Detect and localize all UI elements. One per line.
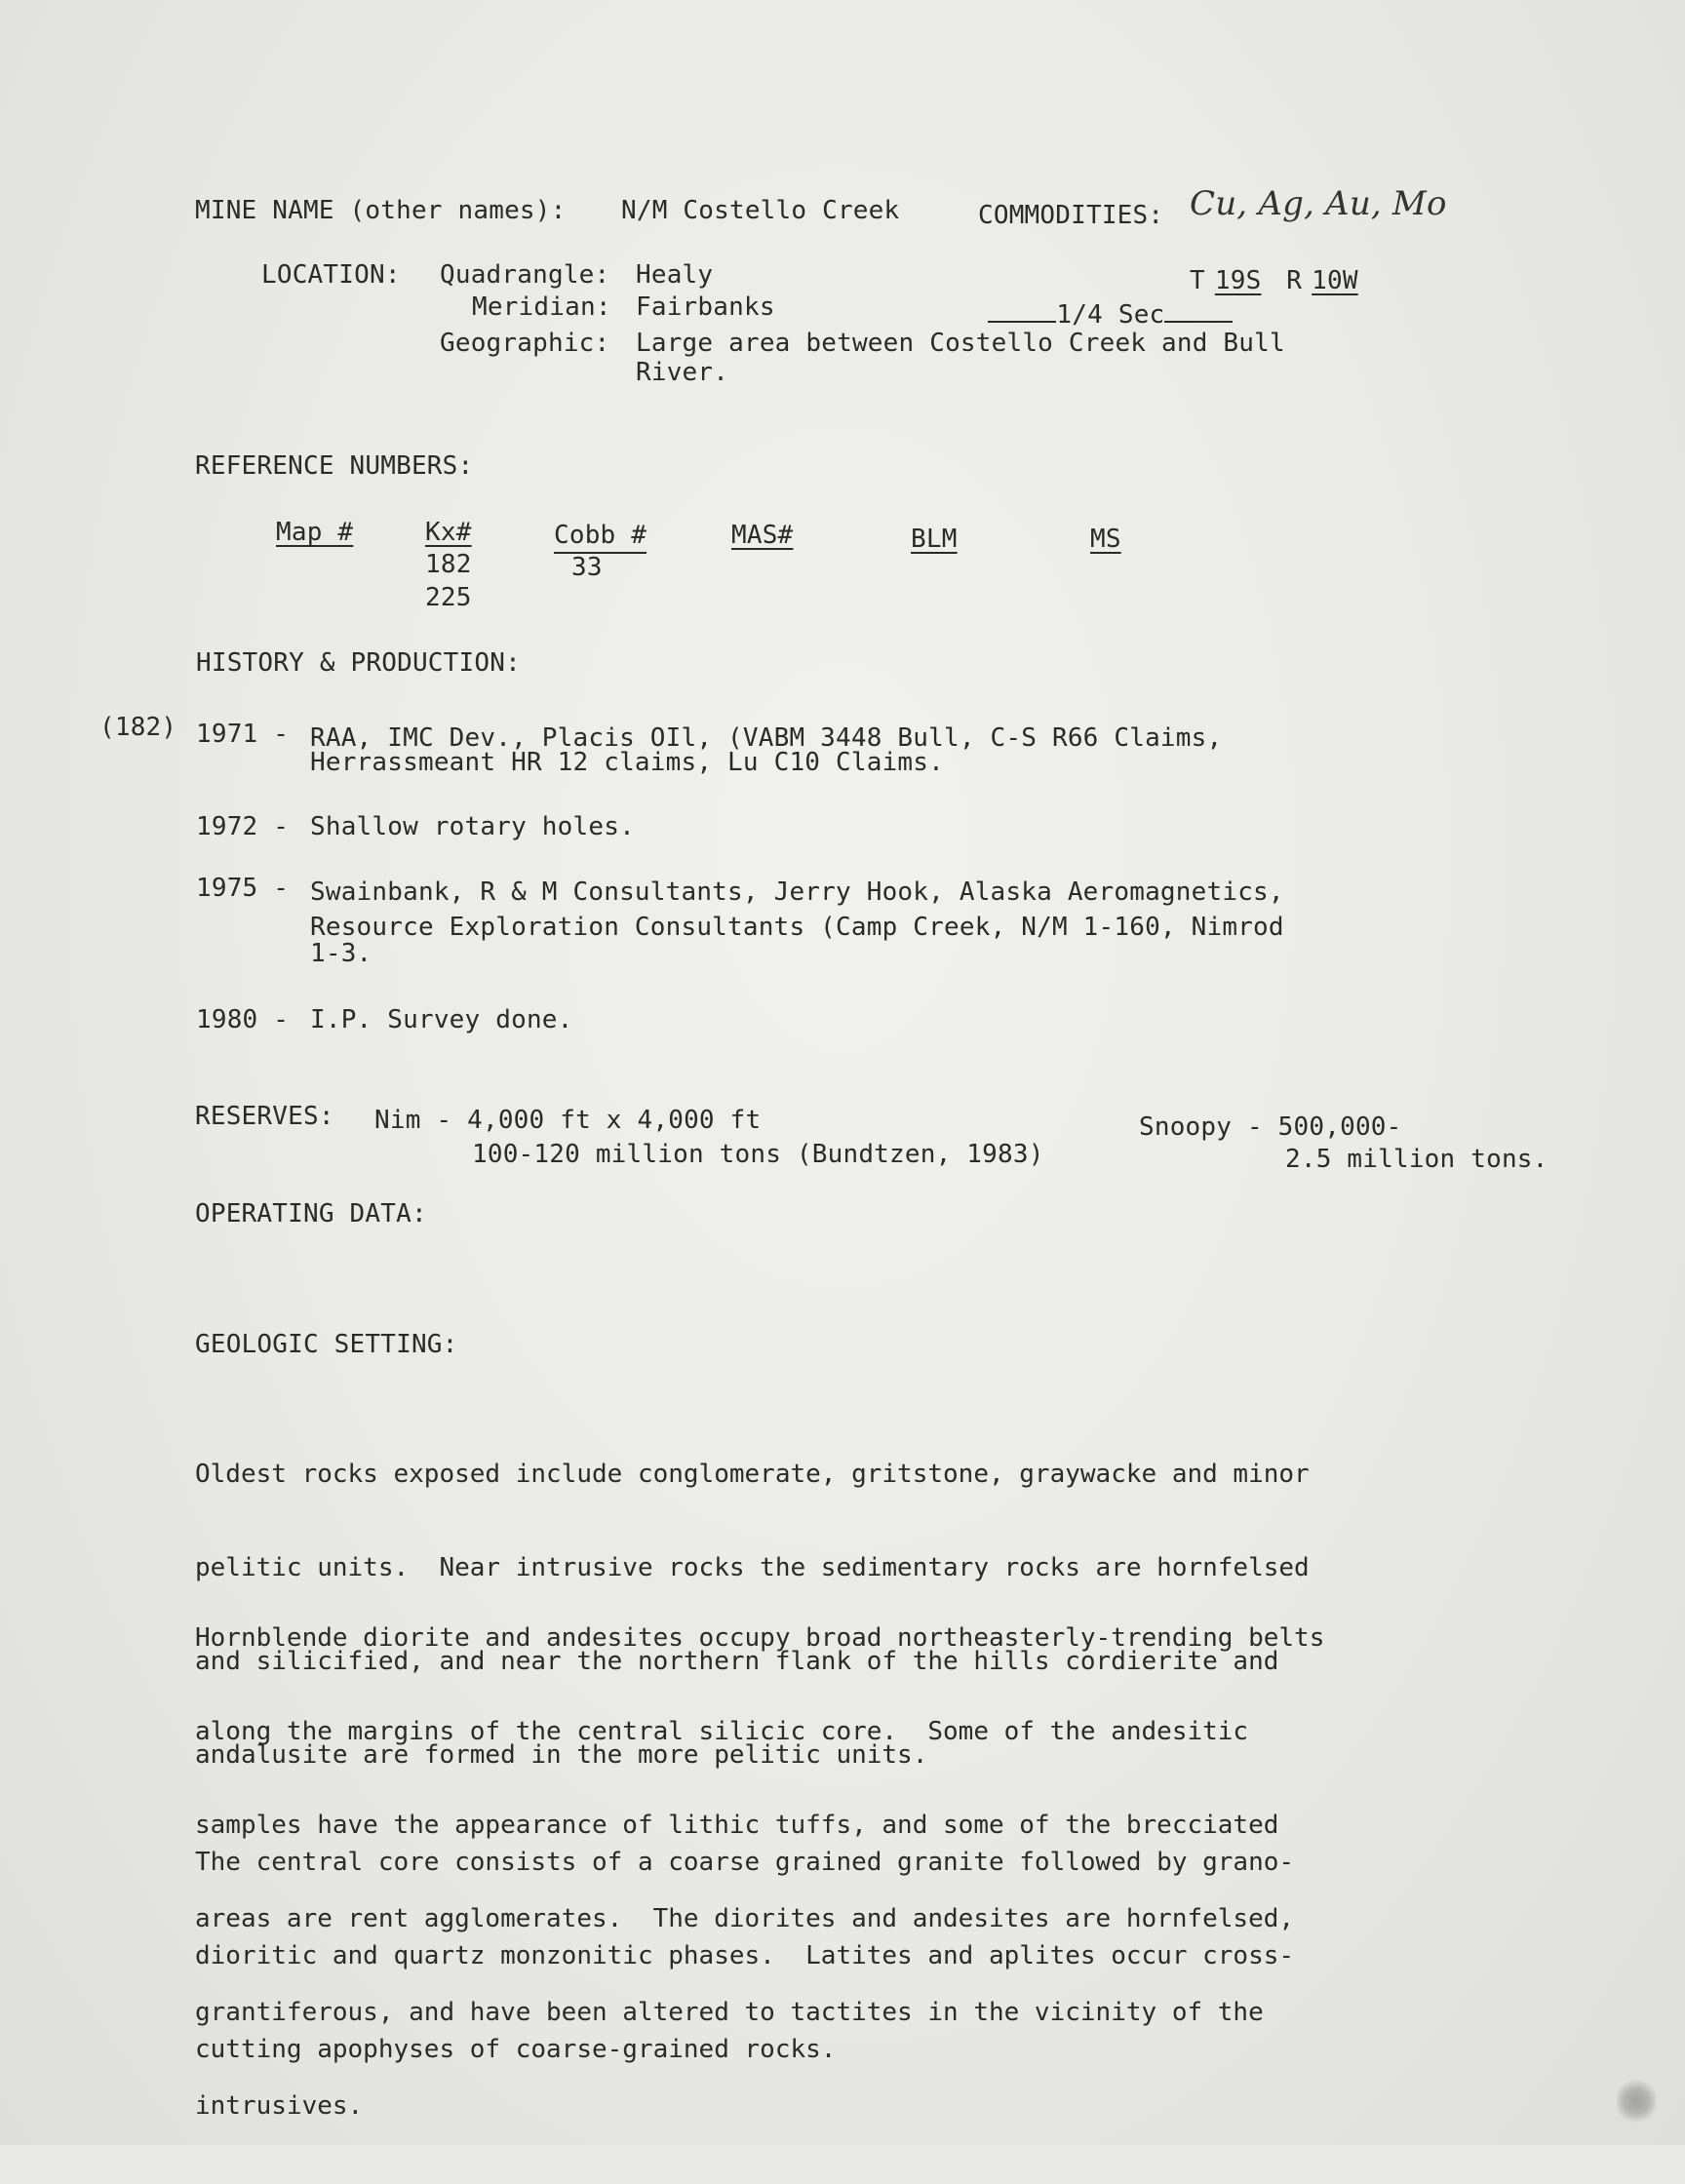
para1-line: andalusite are formed in the more pelitic units. xyxy=(195,1740,928,1770)
quadrangle-value: Healy xyxy=(636,260,714,290)
reserves-nim-line-2: 100-120 million tons (Bundtzen, 1983) xyxy=(472,1140,1044,1169)
para3-line: cutting apophyses of coarse-grained rocks. xyxy=(195,2035,837,2064)
quadrangle-label: Quadrangle: xyxy=(440,260,610,290)
commodities-handwritten: Cu, Ag, Au, Mo xyxy=(1190,184,1447,223)
quarter-section xyxy=(926,265,1233,364)
range-label: R xyxy=(1286,266,1303,295)
para1-line: Oldest rocks exposed include conglomerate, gritstone, graywacke and minor xyxy=(195,1460,1310,1489)
township-range xyxy=(1190,265,1368,297)
operating-data-label: OPERATING DATA: xyxy=(195,1199,427,1228)
reserves-snoopy-line-1: Snoopy - 500,000- xyxy=(1139,1112,1402,1142)
para3-line: dioritic and quartz monzonitic phases. Latites and aplites occur cross- xyxy=(195,1941,1295,1970)
history-1971-line-2: Herrassmeant HR 12 claims, Lu C10 Claims. xyxy=(310,748,944,777)
ref-col-map: Map # xyxy=(276,518,354,547)
history-year-1972: 1972 - xyxy=(196,812,290,841)
reserves-nim-line-1: Nim - 4,000 ft x 4,000 ft xyxy=(374,1106,762,1135)
geographic-line-2: River. xyxy=(636,358,729,387)
meridian-label: Meridian: xyxy=(472,292,611,322)
ref-col-ms: MS xyxy=(1090,525,1121,554)
ref-col-cobb: Cobb # xyxy=(554,520,647,554)
para1-line: pelitic units. Near intrusive rocks the sedimentary rocks are hornfelsed xyxy=(195,1553,1310,1582)
quarter-blank xyxy=(988,297,1056,323)
mine-name-label: MINE NAME (other names): xyxy=(195,196,567,225)
location-label: LOCATION: xyxy=(261,260,401,290)
reserves-snoopy-line-2: 2.5 million tons. xyxy=(1285,1145,1548,1174)
para3-line: The central core consists of a coarse grained granite followed by grano- xyxy=(195,1848,1295,1877)
para2-line: areas are rent agglomerates. The diorites and andesites are hornfelsed, xyxy=(195,1904,1295,1933)
ref-cobb-value: 33 xyxy=(571,553,603,582)
history-year-1975: 1975 - xyxy=(196,874,290,903)
quarter-label: 1/4 Sec xyxy=(1056,300,1165,330)
geographic-label: Geographic: xyxy=(440,329,610,358)
para2-line: Hornblende diorite and andesites occupy broad northeasterly-trending belts xyxy=(195,1623,1325,1653)
meridian-value: Fairbanks xyxy=(636,292,775,322)
geographic-line-1: Large area between Costello Creek and Bull xyxy=(636,329,1285,358)
para2-line: samples have the appearance of lithic tuffs, and some of the brecciated xyxy=(195,1811,1279,1840)
ref-col-mas: MAS# xyxy=(731,521,794,550)
reference-label: REFERENCE NUMBERS: xyxy=(195,451,474,481)
history-label: HISTORY & PRODUCTION: xyxy=(196,648,521,678)
page-scuff-mark xyxy=(1617,2077,1656,2126)
history-1975-line-1: Swainbank, R & M Consultants, Jerry Hook, Alaska Aeromagnetics, xyxy=(310,878,1284,907)
para2-line: intrusives. xyxy=(195,2091,364,2121)
para2-line: along the margins of the central silicic core. Some of the andesitic xyxy=(195,1717,1249,1746)
commodities-label: COMMODITIES: xyxy=(978,201,1164,230)
history-prefix: (182) xyxy=(99,713,177,742)
para1-line: and silicified, and near the northern flank of the hills cordierite and xyxy=(195,1647,1279,1676)
mine-name-value: N/M Costello Creek xyxy=(621,196,900,225)
ref-col-kx: Kx# xyxy=(425,518,472,547)
geologic-paragraph-3 xyxy=(195,1784,1294,2127)
ref-kx-value-2: 225 xyxy=(425,583,472,612)
township-label: T xyxy=(1190,266,1205,295)
para2-line: grantiferous, and have been altered to tactites in the vicinity of the xyxy=(195,1998,1264,2027)
ref-kx-value-1: 182 xyxy=(425,550,472,579)
geologic-setting-label: GEOLOGIC SETTING: xyxy=(195,1330,458,1359)
history-year-1971: 1971 - xyxy=(196,720,290,749)
reserves-label: RESERVES: xyxy=(195,1102,334,1131)
ref-col-blm: BLM xyxy=(911,525,958,554)
history-1972-line-1: Shallow rotary holes. xyxy=(310,812,635,841)
history-1975-line-2: Resource Exploration Consultants (Camp Creek, N/M 1-160, Nimrod xyxy=(310,913,1284,942)
history-1980-line-1: I.P. Survey done. xyxy=(310,1005,573,1034)
history-1975-line-3: 1-3. xyxy=(310,939,372,968)
history-1971-line-1: RAA, IMC Dev., Placis OIl, (VABM 3448 Bull, C-S R66 Claims, xyxy=(310,723,1223,753)
township-value: 19S xyxy=(1214,266,1262,295)
section-blank xyxy=(1164,297,1233,323)
history-year-1980: 1980 - xyxy=(196,1005,290,1034)
range-value: 10W xyxy=(1312,266,1358,295)
